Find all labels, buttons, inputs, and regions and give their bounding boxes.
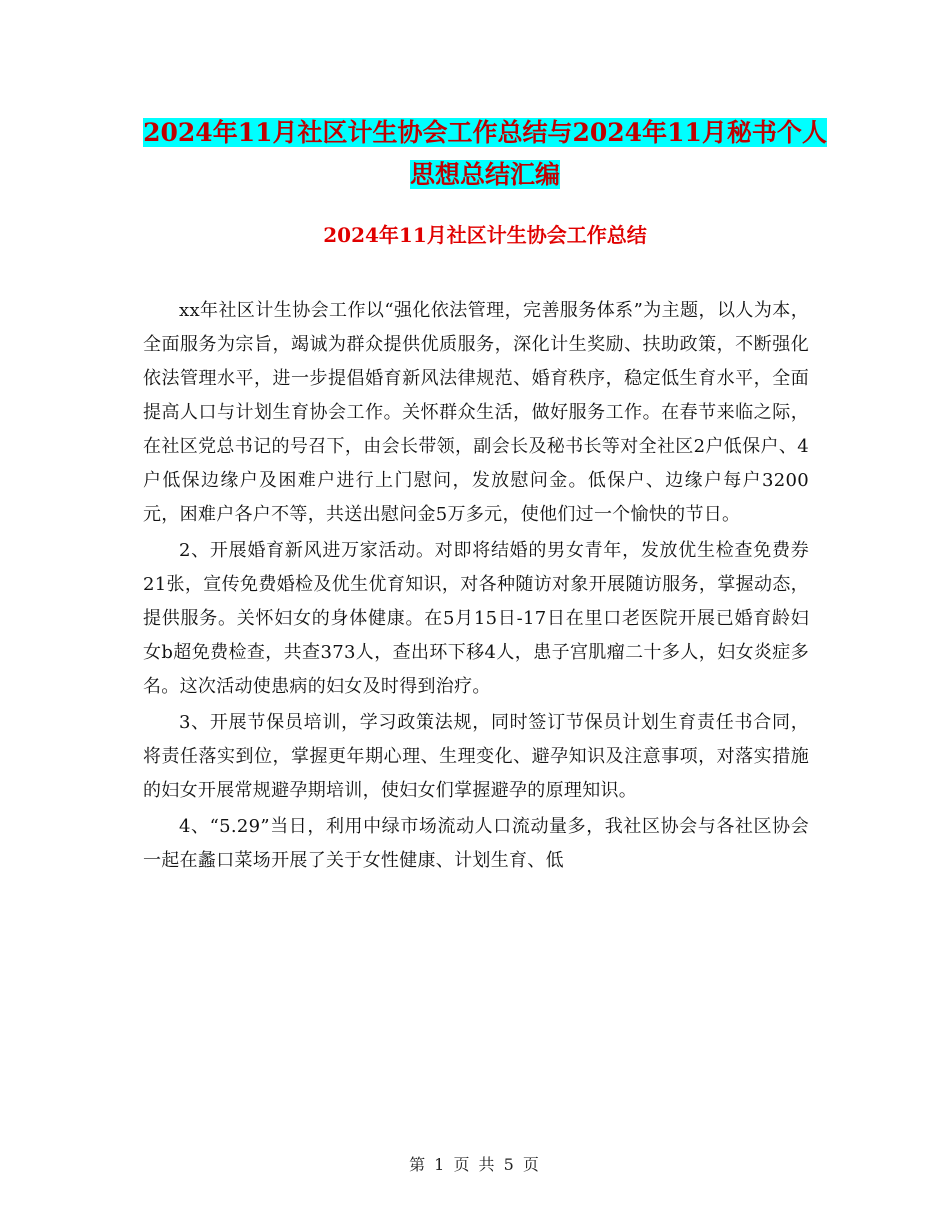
document-body — [143, 294, 809, 880]
paragraph: 3、开展节保员培训，学习政策法规，同时签订节保员计划生育责任书合同，将责任落实到位，掌握更年期心理、生理变化、避孕知识及注意事项，对落实措施的妇女开展常规避孕期培训，使妇女们掌握避孕的原理知识。 — [143, 712, 809, 801]
section-heading: 2024年11月社区计生协会工作总结 — [323, 223, 647, 247]
paragraph: xx年社区计生协会工作以“强化依法管理，完善服务体系”为主题，以人为本，全面服务为宗旨，竭诚为群众提供优质服务，深化计生奖励、扶助政策，不断强化依法管理水平，进一步提倡婚育新风法律规范、婚育秩序，稳定低生育水平，全面提高人口与计划生育协会工作。关怀群众生活，做好服务工作。在春节来临之际，在社区党总书记的号召下，由会长带领，副会长及秘书长等对全社区2户低保户、4户低保边缘户及困难户进行上门慰问，发放慰问金。低保户、边缘户每户3200元，困难户各户不等，共送出慰问金5万多元，使他们过一个愉快的节日。 — [143, 300, 809, 525]
paragraph: 4、“5.29”当日，利用中绿市场流动人口流动量多，我社区协会与各社区协会一起在蠡口菜场开展了关于女性健康、计划生育、低 — [143, 816, 809, 871]
document-title-text: 2024年11月社区计生协会工作总结与2024年11月秘书个人思想总结汇编 — [143, 118, 827, 189]
document-title — [140, 112, 830, 196]
paragraph: 2、开展婚育新风进万家活动。对即将结婚的男女青年，发放优生检查免费券21张，宣传免费婚检及优生优育知识，对各种随访对象开展随访服务，掌握动态，提供服务。关怀妇女的身体健康。在5月15日-17日在里口老医院开展已婚育龄妇女b超免费检查，共查373人，查出环下移4人，患子宫肌瘤二十多人，妇女炎症多名。这次活动使患病的妇女及时得到治疗。 — [143, 540, 809, 697]
page-footer: 第 1 页 共 5 页 — [409, 1155, 541, 1174]
